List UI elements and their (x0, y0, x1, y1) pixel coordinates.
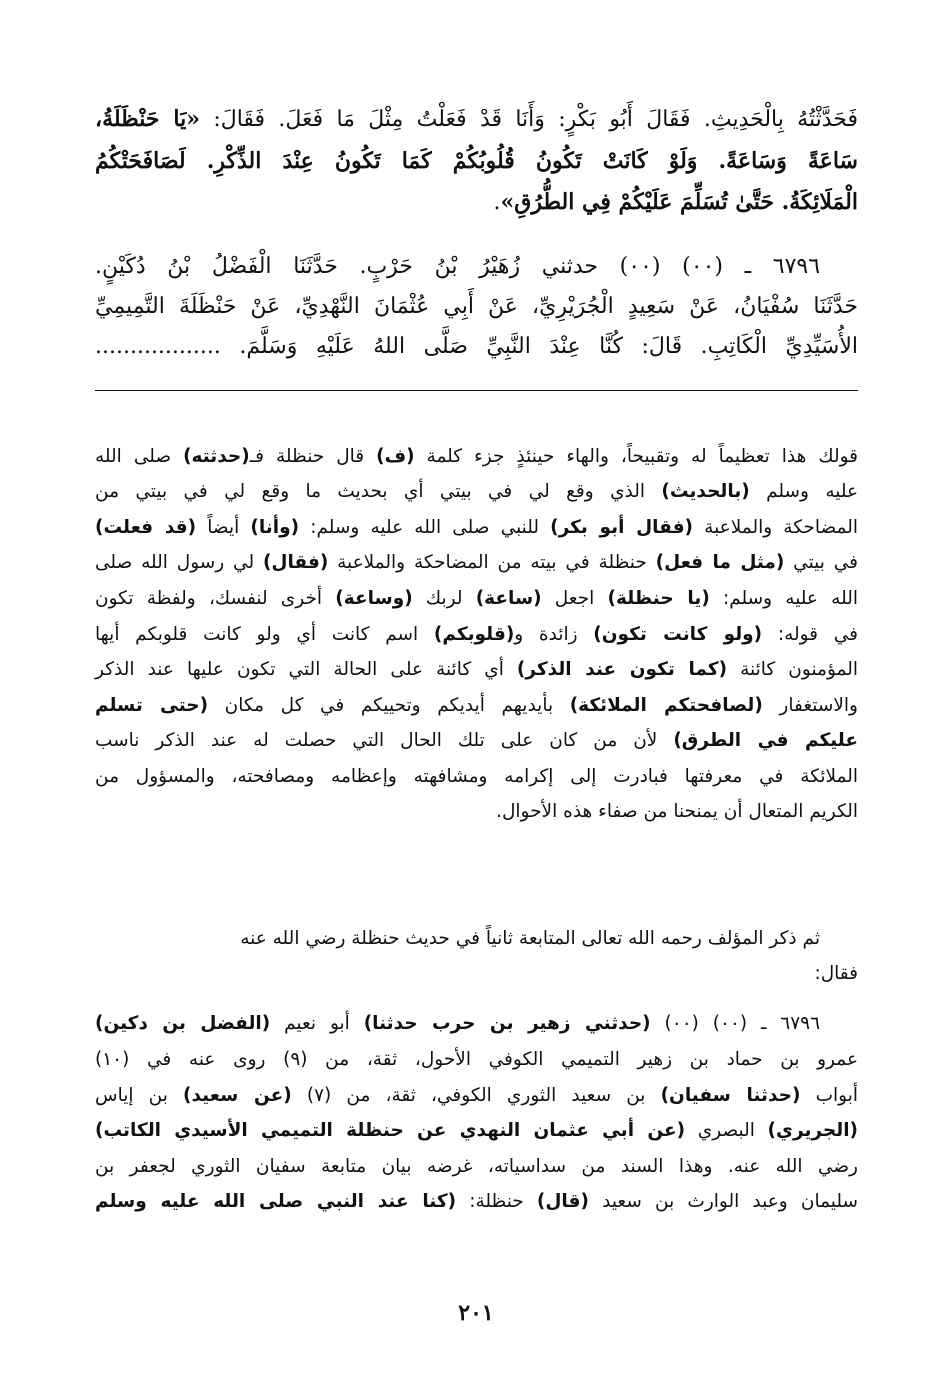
text-segment: رضي الله عنه. وهذا السند من سداسياته، غرضه بيان متابعة سفيان الثوري لجعفر بن (95, 1156, 858, 1177)
text-segment: ٦٧٩٦ ـ (٠٠) (٠٠) (650, 1013, 821, 1034)
text-segment: لربك (412, 588, 476, 609)
text-segment: أي كائنة على الحالة التي تكون عليها عند الذكر (95, 659, 517, 680)
bold-text-segment: (ولو كانت تكون) (593, 624, 763, 645)
bold-text-segment: الْمَلَائِكَةُ. حَتَّىٰ تُسَلِّمَ عَلَيْكُمْ فِي الطُّرُقِ» (500, 189, 858, 215)
text-segment: قال حنظلة فـ (249, 446, 377, 467)
text-segment: بأيديهم أيديكم وتحييكم في كل مكان (208, 695, 570, 716)
text-line (95, 1122, 858, 1141)
bold-text-segment: (وساعة) (335, 588, 413, 609)
text-line (95, 661, 858, 680)
text-segment: البصري (685, 1120, 768, 1141)
text-segment: ثم ذكر المؤلف رحمه الله تعالى المتابعة ثانياً في حديث حنظلة رضي الله عنه (240, 928, 820, 949)
bold-text-segment: (قلوبكم) (433, 624, 515, 645)
text-segment: اجعل (541, 588, 608, 609)
text-line (95, 336, 858, 358)
bold-text-segment: سَاعَةً وَسَاعَةً. وَلَوْ كَانَتْ تَكُونُ قُلُوبُكُمْ كَمَا تَكُونُ عِنْدَ الذِّكْرِ. لَصَافَحَتْكُمُ (95, 148, 858, 174)
bold-text-segment: (الجريري) (767, 1120, 858, 1141)
text-segment: فقال: (814, 963, 858, 984)
text-segment: الأُسَيِّدِيِّ الْكَاتِبِ. قَالَ: كُنَّا عِنْدَ النَّبِيِّ صَلَّى اللهُ عَلَيْهِ وَسَلَّمَ. .................. (95, 334, 858, 359)
bold-text-segment: (كنا عند النبي صلى الله عليه وسلم (95, 1191, 457, 1212)
text-line (95, 108, 858, 131)
text-line (95, 930, 858, 949)
text-segment: لأن من كان على تلك الحال التي حصلت له عند الذكر ناسب (95, 730, 674, 751)
text-segment: حنظلة: (456, 1191, 537, 1212)
bold-text-segment: (بالحديث) (661, 481, 750, 502)
page-number: ٢٠١ (458, 1300, 494, 1326)
bold-text-segment: (ساعة) (475, 588, 542, 609)
text-line (95, 1051, 858, 1070)
bold-text-segment: (كما تكون عند الذكر) (516, 659, 728, 680)
text-line (95, 554, 858, 573)
bold-text-segment: (مثل ما فعل) (655, 552, 785, 573)
text-segment: أبو نعيم (270, 1013, 364, 1034)
text-segment: لي رسول الله صلى (95, 552, 263, 573)
text-line (95, 1158, 858, 1177)
text-segment: حَدَّثَنَا سُفْيَانُ، عَنْ سَعِيدٍ الْجُرَيْرِيِّ، عَنْ أَبِي عُثْمَانَ النَّهْدِيِّ، عَنْ حَنْظَلَةَ التَّمِيمِيِّ (95, 294, 858, 319)
bold-text-segment: (وأنا) (250, 517, 300, 538)
bold-text-segment: (لصافحتكم الملائكة) (569, 695, 763, 716)
bold-text-segment: (حتى تسلم (95, 695, 209, 716)
text-segment: في بيتي (784, 552, 858, 573)
bold-text-segment: (عن أبي عثمان النهدي عن حنظلة التميمي الأسيدي الكاتب) (95, 1120, 686, 1141)
text-segment: عليه وسلم (749, 481, 859, 502)
text-line (95, 768, 858, 787)
text-line (95, 1015, 858, 1034)
bold-text-segment: (يا حنظلة) (607, 588, 710, 609)
bold-text-segment: (حدثنا سفيان) (660, 1085, 801, 1106)
bold-text-segment: (الفضل بن دكين) (95, 1013, 271, 1034)
text-segment: بن سعيد الثوري الكوفي، ثقة، من (٧) (291, 1085, 661, 1106)
text-segment: عمرو بن حماد بن زهير التميمي الكوفي الأحول، ثقة، من (٩) روى عنه في (١٠) (95, 1049, 859, 1070)
bold-text-segment: (فقال أبو بكر) (550, 517, 694, 538)
text-segment: أبواب (800, 1085, 858, 1106)
text-segment: أيضاً (196, 517, 251, 538)
text-segment: المؤمنون كائنة (727, 659, 858, 680)
text-segment: أخرى لنفسك، ولفظة تكون (95, 588, 336, 609)
text-segment: في قوله: (762, 624, 859, 645)
text-segment: بن إياس (95, 1085, 183, 1106)
bold-text-segment: «يَا حَنْظَلَةُ، (95, 106, 201, 132)
bold-text-segment: عليكم في الطرق) (673, 730, 858, 751)
text-segment: الكريم المتعال أن يمنحنا من صفاء هذه الأحوال. (496, 801, 858, 822)
text-line (95, 191, 858, 214)
text-line (95, 626, 858, 645)
text-segment: اسم كانت أي ولو كانت قلوبكم أيها (95, 624, 434, 645)
text-line (95, 590, 858, 609)
text-segment: والاستغفار (762, 695, 858, 716)
text-segment: . (493, 190, 501, 215)
bold-text-segment: (قال) (536, 1191, 589, 1212)
text-segment: فَحَدَّثْتُهُ بِالْحَدِيثِ. فَقَالَ أَبُو بَكْرٍ: وَأَنَا قَدْ فَعَلْتُ مِثْلَ مَا فَعَلَ. فَقَالَ: (200, 107, 858, 132)
text-segment: للنبي صلى الله عليه وسلم: (299, 517, 551, 538)
text-line (95, 296, 858, 318)
text-segment: زائدة و (514, 624, 594, 645)
bold-text-segment: (قد فعلت) (95, 517, 197, 538)
bold-text-segment: (حدثني زهير بن حرب حدثنا) (363, 1013, 651, 1034)
text-line (95, 965, 858, 984)
text-segment: ٦٧٩٦ ـ (٠٠) (٠٠) حدثني زُهَيْرُ بْنُ حَرْبٍ. حَدَّثَنَا الْفَضْلُ بْنُ دُكَيْنٍ. (95, 254, 821, 279)
text-segment: الله عليه وسلم: (709, 588, 858, 609)
bold-text-segment: (فقال) (262, 552, 329, 573)
text-line (95, 697, 858, 716)
text-segment: قولك هذا تعظيماً له وتقبيحاً، والهاء حينئذٍ جزء كلمة (414, 446, 858, 467)
footnote-divider (95, 390, 858, 391)
text-line (95, 150, 858, 173)
text-segment: الملائكة في معرفتها فبادرت إلى إكرامه ومشافهته وإعظامه ومصافحته، والمسؤول من (95, 766, 858, 787)
text-line (95, 1087, 858, 1106)
bold-text-segment: (حدثته) (183, 446, 250, 467)
text-segment: الذي وقع لي في بيتي أي بحديث ما وقع لي في بيتي من (95, 481, 662, 502)
text-segment: حنظلة في بيته من المضاحكة والملاعبة (328, 552, 656, 573)
text-line (95, 519, 858, 538)
text-segment: سليمان وعبد الوارث بن سعيد (588, 1191, 859, 1212)
text-line (95, 732, 858, 751)
text-line (95, 1193, 858, 1212)
text-line (95, 448, 858, 467)
text-line (95, 483, 858, 502)
text-line (95, 256, 858, 278)
text-line (95, 803, 858, 822)
text-segment: صلى الله (95, 446, 184, 467)
bold-text-segment: (عن سعيد) (183, 1085, 292, 1106)
text-segment: المضاحكة والملاعبة (693, 517, 859, 538)
bold-text-segment: (ف) (376, 446, 415, 467)
